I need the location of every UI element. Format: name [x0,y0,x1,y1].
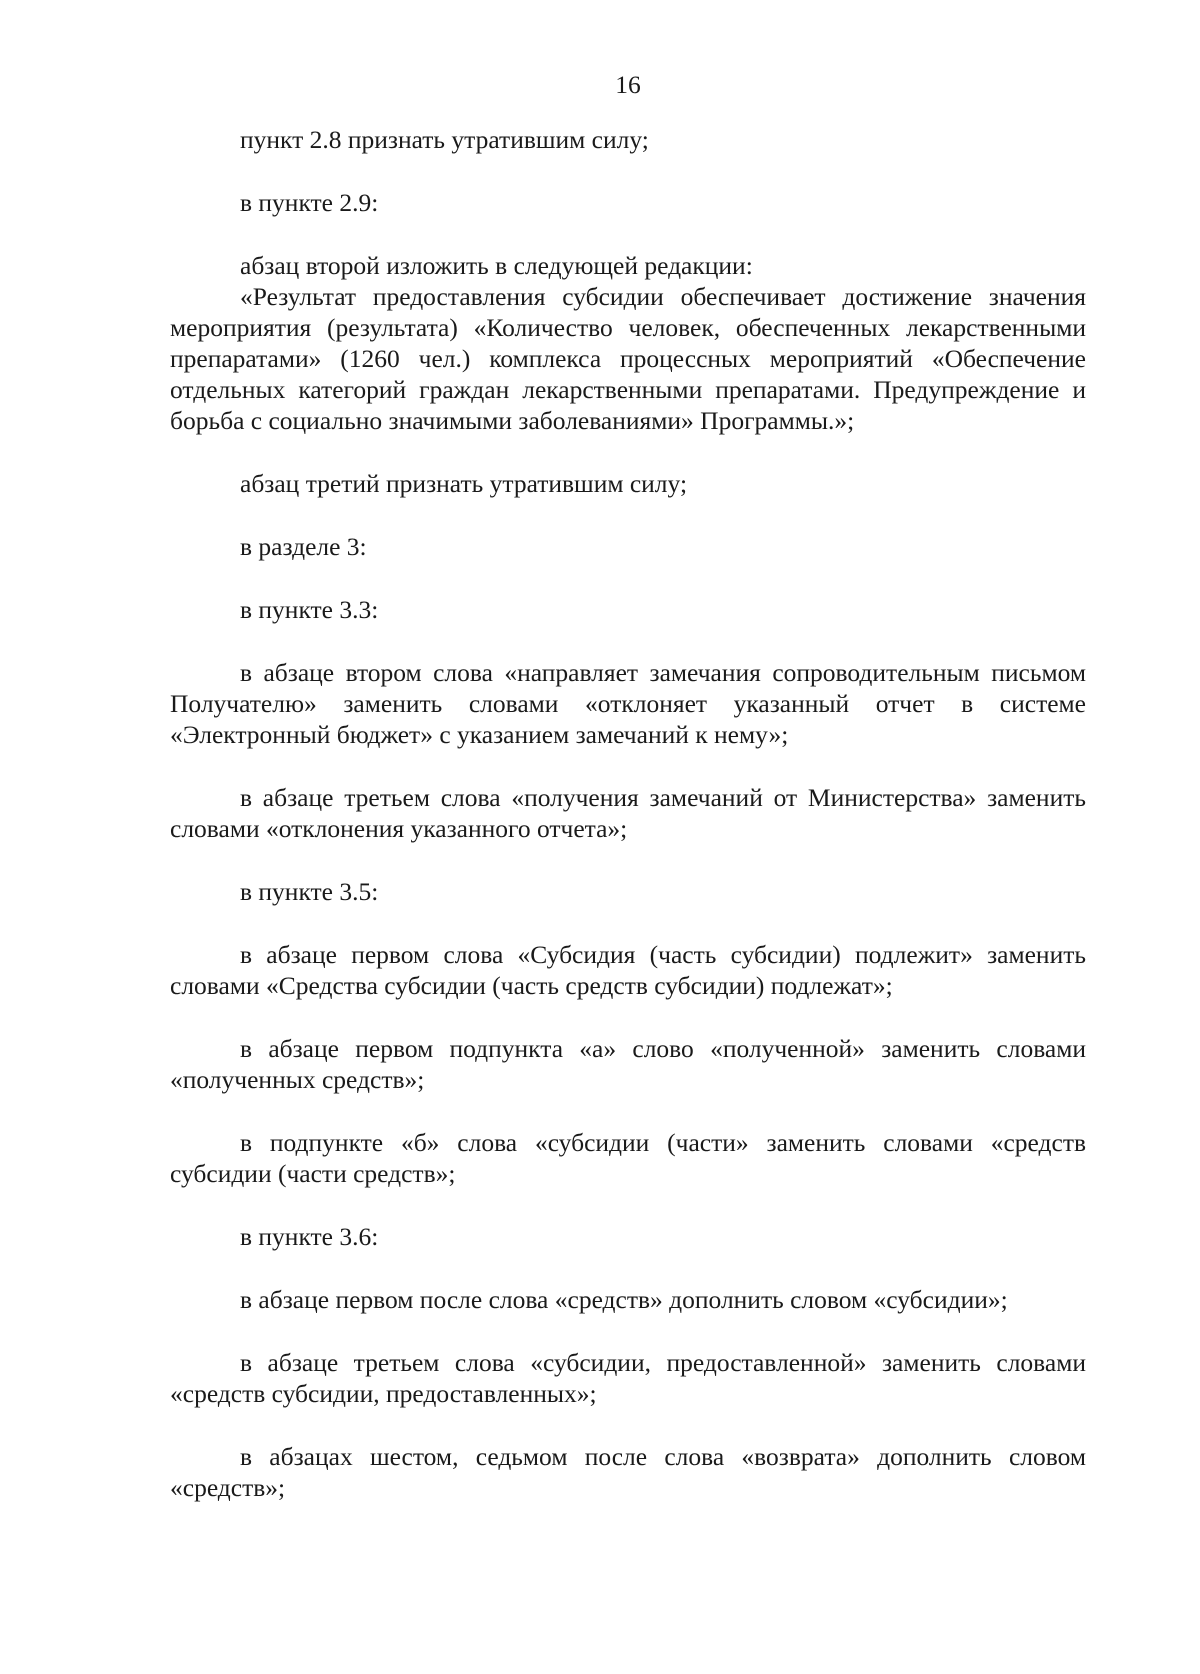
paragraph: в пункте 3.3: [240,595,379,624]
paragraph: в абзаце втором слова «направляет замечания сопроводительным письмом Получателю» заменить словами «отклоняет указанный отчет в системе «Электронный бюджет» с указанием замечаний к нему»; [170,658,1086,749]
paragraph: пункт 2.8 признать утратившим силу; [240,125,649,154]
paragraph: в абзаце третьем слова «получения замечаний от Министерства» заменить словами «отклонения указанного отчета»; [170,783,1086,843]
paragraph: абзац третий признать утратившим силу; [240,469,688,498]
paragraph: в абзацах шестом, седьмом после слова «возврата» дополнить словом «средств»; [170,1442,1086,1502]
document-body [170,124,1086,1503]
paragraph: в разделе 3: [240,532,367,561]
paragraph: в подпункте «б» слова «субсидии (части» заменить словами «средств субсидии (части средств»; [170,1128,1086,1188]
paragraph: в пункте 2.9: [240,188,379,217]
paragraph: абзац второй изложить в следующей редакции: [240,251,753,280]
paragraph: в абзаце первом подпункта «а» слово «полученной» заменить словами «полученных средств»; [170,1034,1086,1094]
page-number: 16 [615,70,641,99]
paragraph: в абзаце третьем слова «субсидии, предоставленной» заменить словами «средств субсидии, предоставленных»; [170,1348,1086,1408]
paragraph: в абзаце первом слова «Субсидия (часть субсидии) подлежит» заменить словами «Средства субсидии (часть средств субсидии) подлежат»; [170,940,1086,1000]
quoted-paragraph: «Результат предоставления субсидии обеспечивает достижение значения мероприятия (результата) «Количество человек, обеспеченных лекарственными препаратами» (1260 чел.) комплекса процессных мероприятий «Обеспечение отдельных категорий граждан лекарственными препаратами. Предупреждение и борьба с социально значимыми заболеваниями» Программы.»; [170,282,1086,435]
paragraph: в пункте 3.5: [240,877,379,906]
paragraph: в абзаце первом после слова «средств» дополнить словом «субсидии»; [240,1285,1008,1314]
paragraph: в пункте 3.6: [240,1222,379,1251]
